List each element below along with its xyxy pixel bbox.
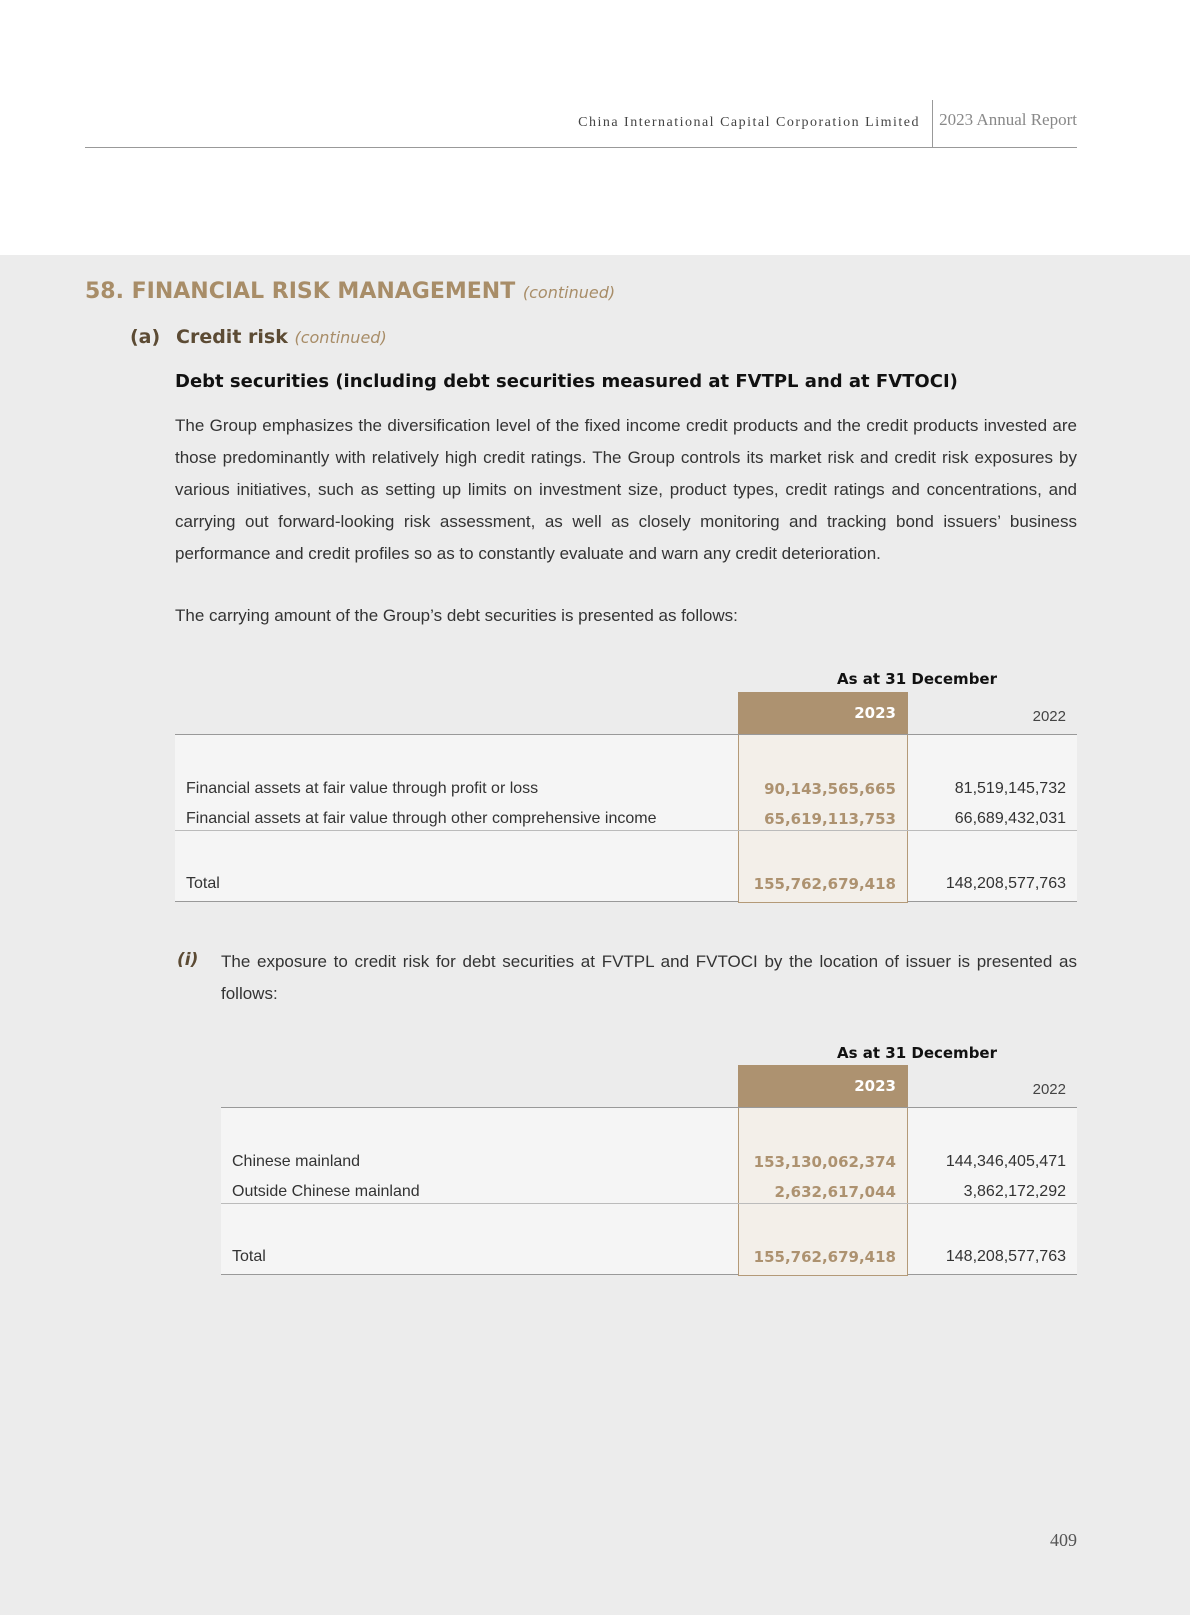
subsection-continued: (continued) — [294, 328, 387, 347]
value-2023: 90,143,565,665 — [764, 780, 896, 798]
report-title: 2023 Annual Report — [939, 110, 1077, 129]
value-2022: 81,519,145,732 — [954, 780, 1066, 797]
note-label: (i) — [177, 950, 199, 970]
page-number: 409 — [1050, 1530, 1077, 1550]
col-2023-header: 2023 — [738, 1065, 908, 1107]
table-row — [221, 1180, 1077, 1206]
table-row — [221, 1150, 1077, 1176]
as-at-header: As at 31 December — [837, 670, 997, 688]
value-2022: 144,346,405,471 — [945, 1153, 1066, 1170]
row-label: Outside Chinese mainland — [232, 1183, 420, 1200]
intro-text: The carrying amount of the Group’s debt securities is presented as follows: — [175, 606, 738, 625]
header-divider — [932, 100, 933, 147]
value-2023: 153,130,062,374 — [753, 1153, 896, 1171]
total-row — [175, 872, 1077, 898]
debt-securities-heading: Debt securities (including debt securities measured at FVTPL and at FVTOCI) — [175, 371, 958, 392]
subsection-title: Credit risk — [176, 326, 288, 348]
table-body — [175, 734, 1077, 902]
section-number: 58. — [85, 279, 124, 304]
subsection-label: (a) — [130, 326, 161, 348]
table-body — [221, 1107, 1077, 1275]
as-at-header: As at 31 December — [837, 1044, 997, 1062]
section-continued: (continued) — [522, 283, 616, 302]
total-row — [221, 1245, 1077, 1271]
section-title: FINANCIAL RISK MANAGEMENT — [131, 279, 516, 304]
company-name: China International Capital Corporation Limited — [578, 115, 920, 130]
value-2023: 155,762,679,418 — [753, 875, 896, 893]
note-text: The exposure to credit risk for debt securities at FVTPL and FVTOCI by the location of issuer is presented as follows: — [221, 952, 1077, 1003]
col-2022-header: 2022 — [1032, 1081, 1066, 1098]
col-2022-header: 2022 — [1032, 708, 1066, 725]
value-2022: 148,208,577,763 — [945, 875, 1066, 892]
subsection-heading — [130, 326, 387, 348]
value-2023: 2,632,617,044 — [774, 1183, 896, 1201]
row-label: Chinese mainland — [232, 1153, 361, 1170]
table-row — [175, 777, 1077, 803]
page-header — [85, 100, 1077, 148]
row-label: Financial assets at fair value through other comprehensive income — [186, 810, 657, 827]
value-2022: 148,208,577,763 — [945, 1248, 1066, 1265]
section-heading — [85, 279, 615, 304]
value-2023: 65,619,113,753 — [764, 810, 896, 828]
value-2022: 3,862,172,292 — [963, 1183, 1066, 1200]
debt-securities-table — [175, 670, 1077, 902]
body-paragraph: The Group emphasizes the diversification level of the fixed income credit products and the credit products invested are those predominantly with relatively high credit ratings. The Group controls its market risk and credit risk exposures by various initiatives, such as setting up limits on investment size, product types, credit ratings and concentrations, and carrying out forward-looking risk assessment, as well as closely monitoring and tracking bond issuers’ business performance and credit profiles so as to constantly evaluate and warn any credit deterioration. — [175, 416, 1077, 563]
row-label: Total — [186, 875, 220, 892]
table-row — [175, 807, 1077, 833]
value-2022: 66,689,432,031 — [954, 810, 1066, 827]
row-label: Total — [232, 1248, 266, 1265]
row-label: Financial assets at fair value through profit or loss — [186, 780, 539, 797]
value-2023: 155,762,679,418 — [753, 1248, 896, 1266]
col-2023-header: 2023 — [738, 692, 908, 734]
location-table — [221, 1044, 1077, 1276]
